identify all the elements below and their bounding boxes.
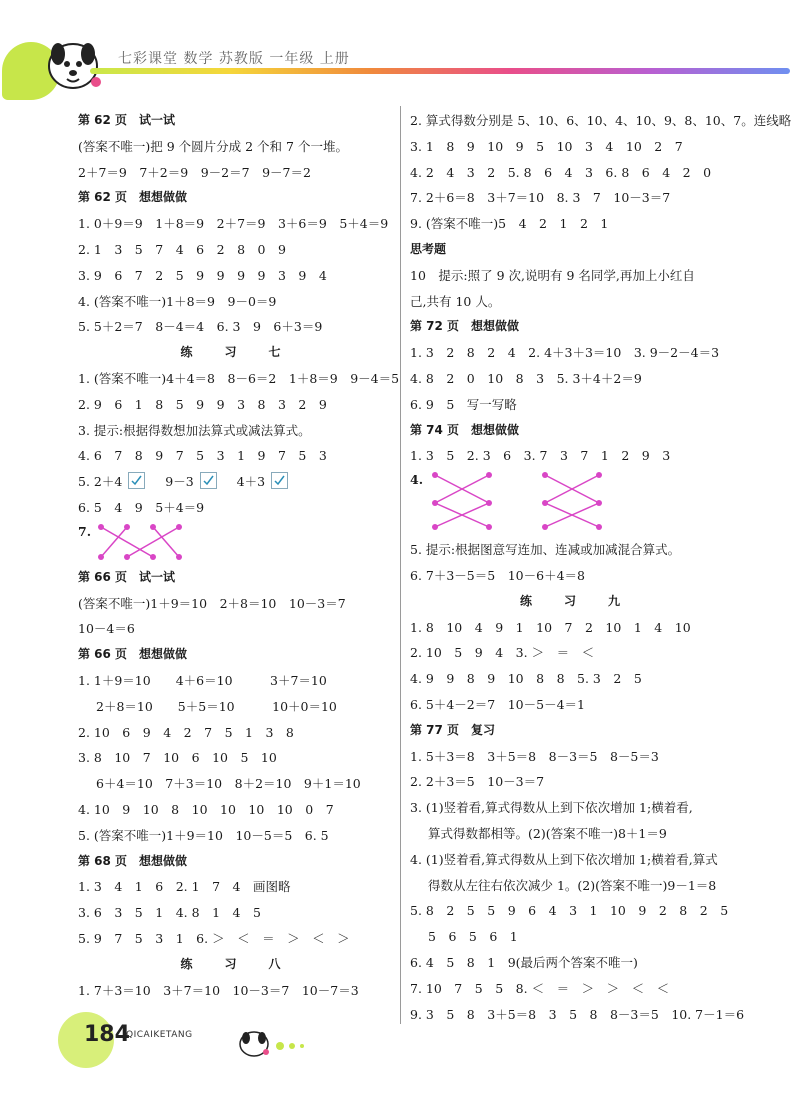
answer-line: 4. 8 2 0 10 8 3 5. 3＋4＋2＝9 [410,370,642,386]
answer-line: 4. (答案不唯一)1＋8＝9 9－0＝9 [78,293,277,309]
matching-diagram-q7 [78,521,393,565]
answer-line: 5. (答案不唯一)1＋9＝10 10－5＝5 6. 5 [78,827,329,843]
exercise-title: 练 习 九 [519,593,630,608]
column-divider [400,106,401,1024]
answer-line: 5 6 5 6 1 [428,929,518,945]
section-heading: 第 74 页 想想做做 [410,422,520,437]
answer-line: 6. 5＋4－2＝7 10－5－4＝1 [410,696,585,712]
answer-line: 1. 5＋3＝8 3＋5＝8 8－3＝5 8－5＝3 [410,748,659,764]
header-title: 七彩课堂 数学 苏教版 一年级 上册 [118,51,350,67]
answer-line: 6＋4＝10 7＋3＝10 8＋2＝10 9＋1＝10 [96,776,361,792]
answer-line: 10－4＝6 [78,621,135,637]
section-heading: 第 62 页 试一试 [78,113,176,127]
exercise-title: 练 习 八 [180,956,291,971]
answer-line: 9. (答案不唯一)5 4 2 1 2 1 [410,216,609,232]
answer-line: 1. 3 5 2. 3 6 3. 7 3 7 1 2 9 3 [410,448,671,464]
answer-line: 1. 3 2 8 2 4 2. 4＋3＋3＝10 3. 9－2－4＝3 [410,345,720,361]
answer-line: 1. 8 10 4 9 1 10 7 2 10 1 4 10 [410,619,691,635]
answer-line: 己,共有 10 人。 [410,293,501,309]
section-heading: 第 72 页 想想做做 [410,319,520,334]
exercise-title: 练 习 七 [180,345,291,360]
answer-line: 2. 1 3 5 7 4 6 2 8 0 9 [78,241,286,257]
answer-line: 4. 6 7 8 9 7 5 3 1 9 7 5 3 [78,448,327,464]
answer-line: 2＋8＝10 5＋5＝10 10＋0＝10 [96,698,337,714]
answer-line: 3. 1 8 9 10 9 5 10 3 4 10 2 7 [410,138,683,154]
checkmark-icon [200,472,217,489]
answer-line: 6. 5 4 9 5＋4＝9 [78,499,205,515]
matching-diagram-q4 [410,469,740,537]
answer-line: 3. 6 3 5 1 4. 8 1 4 5 [78,905,261,921]
checkmark-icon [271,472,288,489]
answer-line: 3. 9 6 7 2 5 9 9 9 9 3 9 4 [78,267,327,283]
answer-line: 7. 10 7 5 5 8. ＜ ＝ ＞ ＞ ＜ ＜ [410,980,670,996]
answer-line: 4. 2 4 3 2 5. 8 6 4 3 6. 8 6 4 2 0 [410,164,712,180]
answer-line: 3. (1)竖着看,算式得数从上到下依次增加 1;横着看, [410,800,693,816]
brand-text: QICAIKETANG [126,1030,193,1040]
answer-line: 得数从左往右依次减少 1。(2)(答案不唯一)9－1＝8 [428,877,717,893]
section-heading: 第 66 页 试一试 [78,569,176,584]
answer-line: 5. 提示:根据图意写连加、连减或加减混合算式。 [410,542,681,558]
mascot-dots-icon [236,1024,316,1064]
answer-line-checks [78,469,393,495]
answer-line: 4. 10 9 10 8 10 10 10 10 0 7 [78,801,334,817]
answer-line: 1. 1＋9＝10 4＋6＝10 3＋7＝10 [78,672,327,688]
answer-line: 4. (1)竖着看,算式得数从上到下依次增加 1;横着看,算式 [410,851,718,867]
answer-line: 3. 提示:根据得数想加法算式或减法算式。 [78,422,311,438]
page-header [0,0,800,100]
question-number: 4. [410,472,424,488]
answer-line: 5. 5＋2＝7 8－4＝4 6. 3 9 6＋3＝9 [78,319,323,335]
answer-line: 2. 10 5 9 4 3. ＞ ＝ ＜ [410,645,595,661]
answer-line: 5. 9 7 5 3 1 6. ＞ ＜ ＝ ＞ ＜ ＞ [78,930,350,946]
answer-line: 6. 9 5 写一写略 [410,396,517,412]
question-number: 7. [78,523,92,539]
left-column [78,108,400,1003]
check-item-label: 5. 2＋4 [78,474,123,490]
answer-line: 2. 2＋3＝5 10－3＝7 [410,774,545,790]
section-heading: 第 62 页 想想做做 [78,190,188,205]
answer-line: 1. (答案不唯一)4＋4＝8 8－6＝2 1＋8＝9 9－4＝5 [78,370,400,386]
answer-line: 7. 2＋6＝8 3＋7＝10 8. 3 7 10－3＝7 [410,190,671,206]
right-column [410,108,792,1027]
answer-line: 2. 算式得数分别是 5、10、6、10、4、10、9、8、10、7。连线略 [410,113,792,128]
answer-line: 1. 7＋3＝10 3＋7＝10 10－3＝7 10－7＝3 [78,982,359,998]
crossing-lines-diagram [95,521,205,563]
answer-line: 2. 10 6 9 4 2 7 5 1 3 8 [78,724,294,740]
answer-line: 1. 3 4 1 6 2. 1 7 4 画图略 [78,879,291,895]
answer-line: 1. 0＋9＝9 1＋8＝9 2＋7＝9 3＋6＝9 5＋4＝9 [78,216,389,232]
crossing-lines-diagram [427,469,627,533]
answer-line: 4. 9 9 8 9 10 8 8 5. 3 2 5 [410,671,642,687]
answer-line: 2＋7＝9 7＋2＝9 9－2＝7 9－7＝2 [78,164,311,180]
page-footer [0,1000,800,1113]
answer-line: 6. 4 5 8 1 9(最后两个答案不唯一) [410,954,638,970]
answer-line: 5. 8 2 5 5 9 6 4 3 1 10 9 2 8 2 5 [410,903,729,919]
checkmark-icon [128,472,145,489]
dog-mascot-icon [38,28,108,98]
section-heading: 第 68 页 想想做做 [78,853,188,868]
header-rainbow-bar [90,68,790,74]
answer-line: (答案不唯一)把 9 个圆片分成 2 个和 7 个一堆。 [78,138,348,154]
section-heading: 第 77 页 复习 [410,722,496,737]
answer-line: 3. 8 10 7 10 6 10 5 10 [78,750,277,766]
check-item-label: 9－3 [165,474,194,490]
answer-line: 10 提示:照了 9 次,说明有 9 名同学,再加上小红自 [410,267,695,283]
answer-line: 9. 3 5 8 3＋5＝8 3 5 8 8－3＝5 10. 7－1＝6 [410,1006,745,1022]
answer-line: 6. 7＋3－5＝5 10－6＋4＝8 [410,567,585,583]
section-heading: 第 66 页 想想做做 [78,647,188,662]
answer-line: 2. 9 6 1 8 5 9 9 3 8 3 2 9 [78,396,327,412]
answer-line: 算式得数都相等。(2)(答案不唯一)8＋1＝9 [428,825,667,841]
section-heading: 思考题 [410,241,447,256]
page-number: 184 [84,1022,130,1047]
answer-line: (答案不唯一)1＋9＝10 2＋8＝10 10－3＝7 [78,595,346,611]
check-item-label: 4＋3 [236,474,266,490]
